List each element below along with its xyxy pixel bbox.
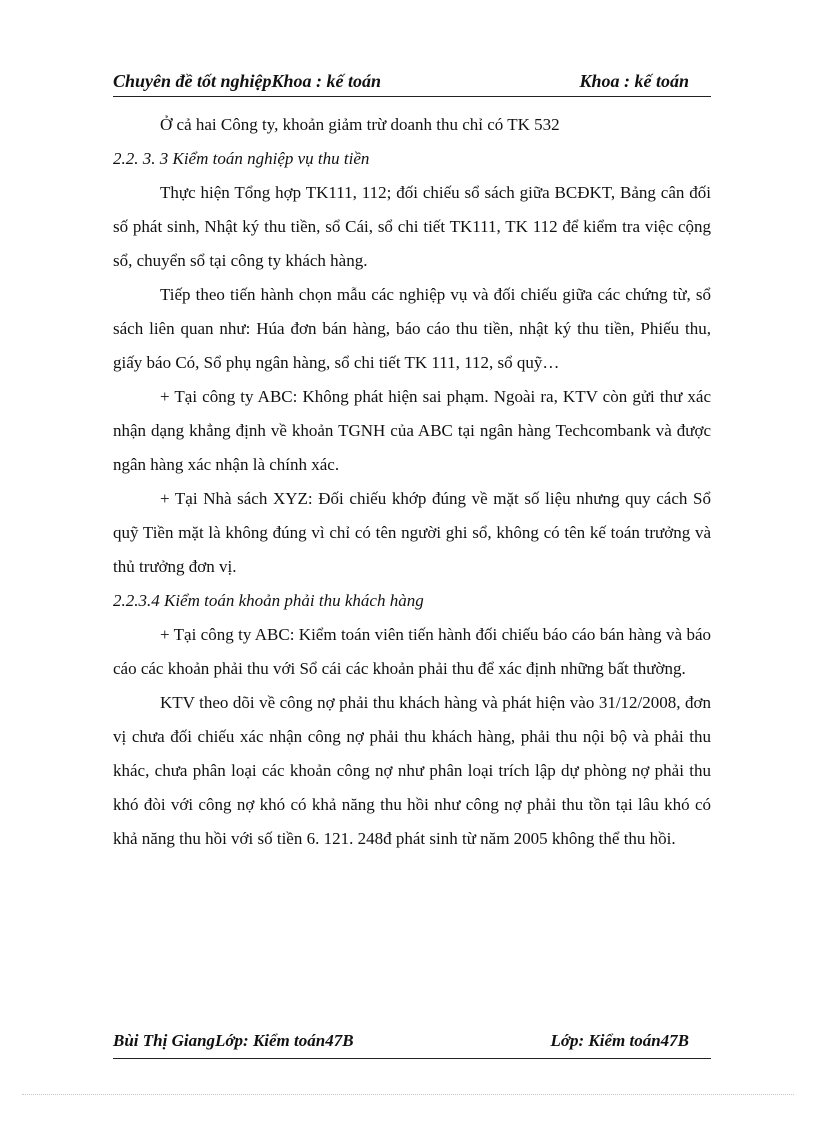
footer-left-text: Bùi Thị GiangLớp: Kiểm toán47B [113, 1031, 354, 1050]
page-header [113, 68, 711, 97]
header-left-text: Chuyên đề tốt nghiệpKhoa : kế toán [113, 71, 382, 91]
paragraph-intro: Ở cả hai Công ty, khoản giảm trừ doanh thu chỉ có TK 532 [160, 115, 560, 134]
paragraph-tong-hop: Thực hiện Tổng hợp TK111, 112; đối chiếu sổ sách giữa BCĐKT, Bảng cân đối số phát sinh, Nhật ký thu tiền, sổ Cái, sổ chi tiết TK111, TK 112 để kiểm tra việc cộng sổ, chuyển sổ tại công ty khách hàng. [113, 183, 711, 270]
page-footer [113, 1028, 711, 1059]
header-right-text: Khoa : kế toán [579, 71, 689, 91]
section-heading-thu-tien: 2.2. 3. 3 Kiểm toán nghiệp vụ thu tiền [113, 149, 370, 168]
paragraph-abc: + Tại công ty ABC: Không phát hiện sai phạm. Ngoài ra, KTV còn gửi thư xác nhận dạng khẳng định về khoản TGNH của ABC tại ngân hàng Techcombank và được ngân hàng xác nhận là chính xác. [113, 387, 711, 474]
page-bottom-divider [22, 1094, 794, 1095]
document-body [113, 108, 711, 856]
paragraph-ktv: KTV theo dõi về công nợ phải thu khách hàng và phát hiện vào 31/12/2008, đơn vị chưa đối chiếu xác nhận công nợ phải thu khách hàng, phải thu nội bộ và phải thu khác, chưa phân loại các khoản công nợ như phân loại trích lập dự phòng nợ phải thu khó đòi với công nợ khó có khả năng thu hồi như công nợ phải thu tồn tại lâu khó có khả năng thu hồi với số tiền 6. 121. 248đ phát sinh từ năm 2005 không thể thu hồi. [113, 693, 711, 848]
paragraph-abc-phai-thu: + Tại công ty ABC: Kiểm toán viên tiến hành đối chiếu báo cáo bán hàng và báo cáo các khoản phải thu với Sổ cái các khoản phải thu để xác định những bất thường. [113, 625, 711, 678]
section-heading-phai-thu: 2.2.3.4 Kiểm toán khoản phải thu khách hàng [113, 591, 424, 610]
footer-right-text: Lớp: Kiểm toán47B [550, 1031, 689, 1050]
paragraph-chon-mau: Tiếp theo tiến hành chọn mẫu các nghiệp vụ và đối chiếu giữa các chứng từ, sổ sách liên quan như: Húa đơn bán hàng, báo cáo thu tiền, nhật ký thu tiền, Phiếu thu, giấy báo Có, Sổ phụ ngân hàng, sổ chi tiết TK 111, 112, sổ quỹ… [113, 285, 711, 372]
paragraph-xyz: + Tại Nhà sách XYZ: Đối chiếu khớp đúng về mặt số liệu nhưng quy cách Sổ quỹ Tiền mặt là không đúng vì chỉ có tên người ghi sổ, không có tên kế toán trưởng và thủ trưởng đơn vị. [113, 489, 711, 576]
